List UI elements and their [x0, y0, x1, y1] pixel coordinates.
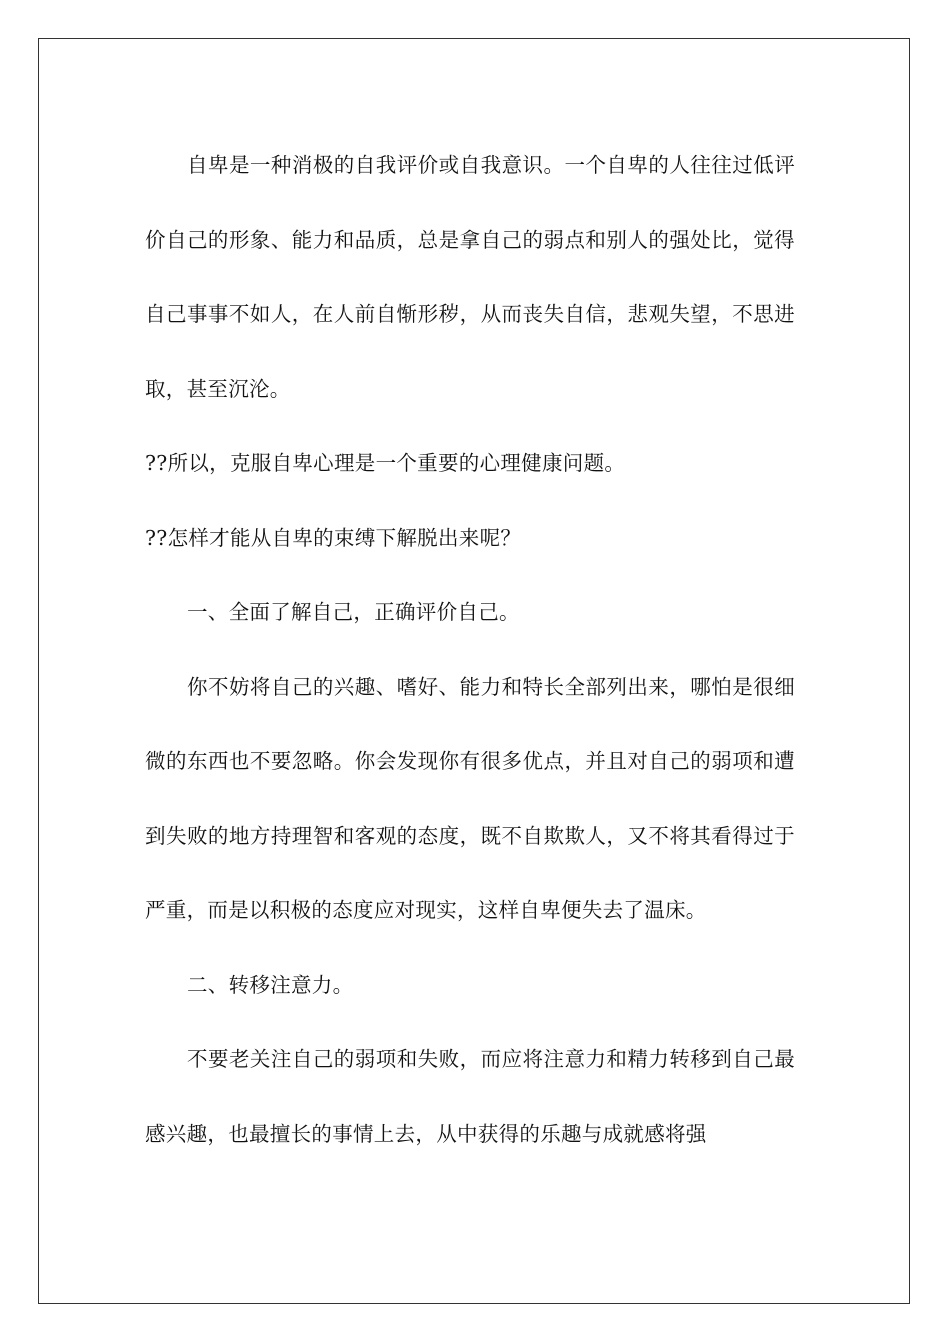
heading-section-one: 一、全面了解自己，正确评价自己。	[187, 600, 520, 624]
document-body	[145, 128, 795, 1171]
paragraph-intro: 自卑是一种消极的自我评价或自我意识。一个自卑的人往往过低评价自己的形象、能力和品质，总是拿自己的弱点和别人的强处比，觉得自己事事不如人，在人前自惭形秽，从而丧失自信，悲观失望，不思进取，甚至沉沦。	[145, 153, 795, 401]
heading-section-two: 二、转移注意力。	[187, 972, 354, 997]
paragraph-section-two-body: 不要老关注自己的弱项和失败，而应将注意力和精力转移到自己最感兴趣，也最擅长的事情上去，从中获得的乐趣与成就感将强	[145, 1047, 795, 1146]
paragraph-section-one-body: 你不妨将自己的兴趣、嗜好、能力和特长全部列出来，哪怕是很细微的东西也不要忽略。你会发现你有很多优点，并且对自己的弱项和遭到失败的地方持理智和客观的态度，既不自欺欺人，又不将其看得过于严重，而是以积极的态度应对现实，这样自卑便失去了温床。	[145, 674, 795, 922]
paragraph-therefore: ??所以，克服自卑心理是一个重要的心理健康问题。	[145, 451, 626, 475]
paragraph-question: ??怎样才能从自卑的束缚下解脱出来呢？	[145, 525, 522, 550]
